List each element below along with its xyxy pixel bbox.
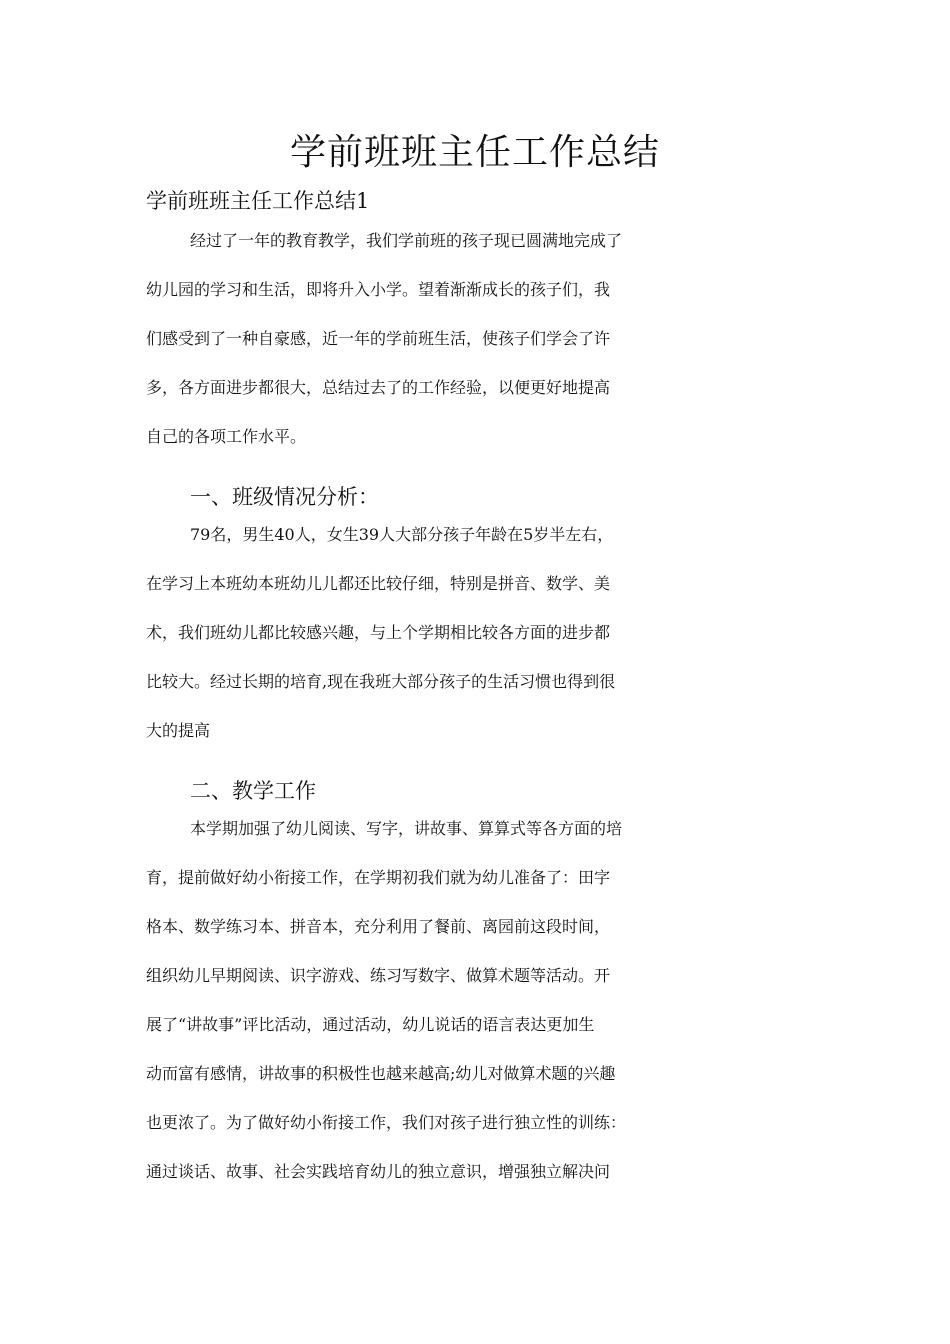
paragraph-line: 们感受到了一种自豪感，近一年的学前班生活，使孩子们学会了许 (146, 329, 611, 348)
section-subtitle: 学前班班主任工作总结1 (146, 189, 370, 213)
paragraph-class-analysis (146, 522, 826, 767)
paragraph-line: 通过谈话、故事、社会实践培育幼儿的独立意识，增强独立解决问 (146, 1162, 611, 1181)
paragraph-line: 79名，男生40人，女生39人大部分孩子年龄在5岁半左右， (190, 525, 614, 544)
paragraph-line: 展了“讲故事”评比活动，通过活动，幼儿说话的语言表达更加生 (146, 1015, 595, 1034)
paragraph-line: 本学期加强了幼儿阅读、写字，讲故事、算算式等各方面的培 (190, 819, 623, 838)
paragraph-intro (146, 228, 826, 473)
document-title: 学前班班主任工作总结 (289, 132, 660, 173)
paragraph-line: 多，各方面进步都很大，总结过去了的工作经验，以便更好地提高 (146, 378, 611, 397)
paragraph-line: 术，我们班幼儿都比较感兴趣，与上个学期相比较各方面的进步都 (146, 623, 611, 642)
section-heading-teaching-work: 二、教学工作 (190, 779, 316, 803)
paragraph-line: 自己的各项工作水平。 (146, 427, 307, 446)
paragraph-line: 大的提高 (146, 721, 211, 740)
section-heading-class-analysis: 一、班级情况分析： (190, 485, 379, 509)
paragraph-line: 格本、数学练习本、拼音本，充分利用了餐前、离园前这段时间， (146, 917, 611, 936)
paragraph-line: 经过了一年的教育教学，我们学前班的孩子现已圆满地完成了 (190, 231, 623, 250)
paragraph-line: 组织幼儿早期阅读、识字游戏、练习写数字、做算术题等活动。开 (146, 966, 611, 985)
paragraph-teaching-work (146, 816, 826, 1208)
paragraph-line: 动而富有感情，讲故事的积极性也越来越高;幼儿对做算术题的兴趣 (146, 1064, 616, 1083)
document-body (146, 182, 826, 1208)
paragraph-line: 比较大。经过长期的培育,现在我班大部分孩子的生活习惯也得到很 (146, 672, 616, 691)
paragraph-line: 也更浓了。为了做好幼小衔接工作，我们对孩子进行独立性的训练： (146, 1113, 627, 1132)
paragraph-line: 育，提前做好幼小衔接工作，在学期初我们就为幼儿准备了：田字 (146, 868, 611, 887)
paragraph-line: 在学习上本班幼本班幼儿儿都还比较仔细，特别是拼音、数学、美 (146, 574, 611, 593)
paragraph-line: 幼儿园的学习和生活，即将升入小学。望着渐渐成长的孩子们，我 (146, 280, 611, 299)
